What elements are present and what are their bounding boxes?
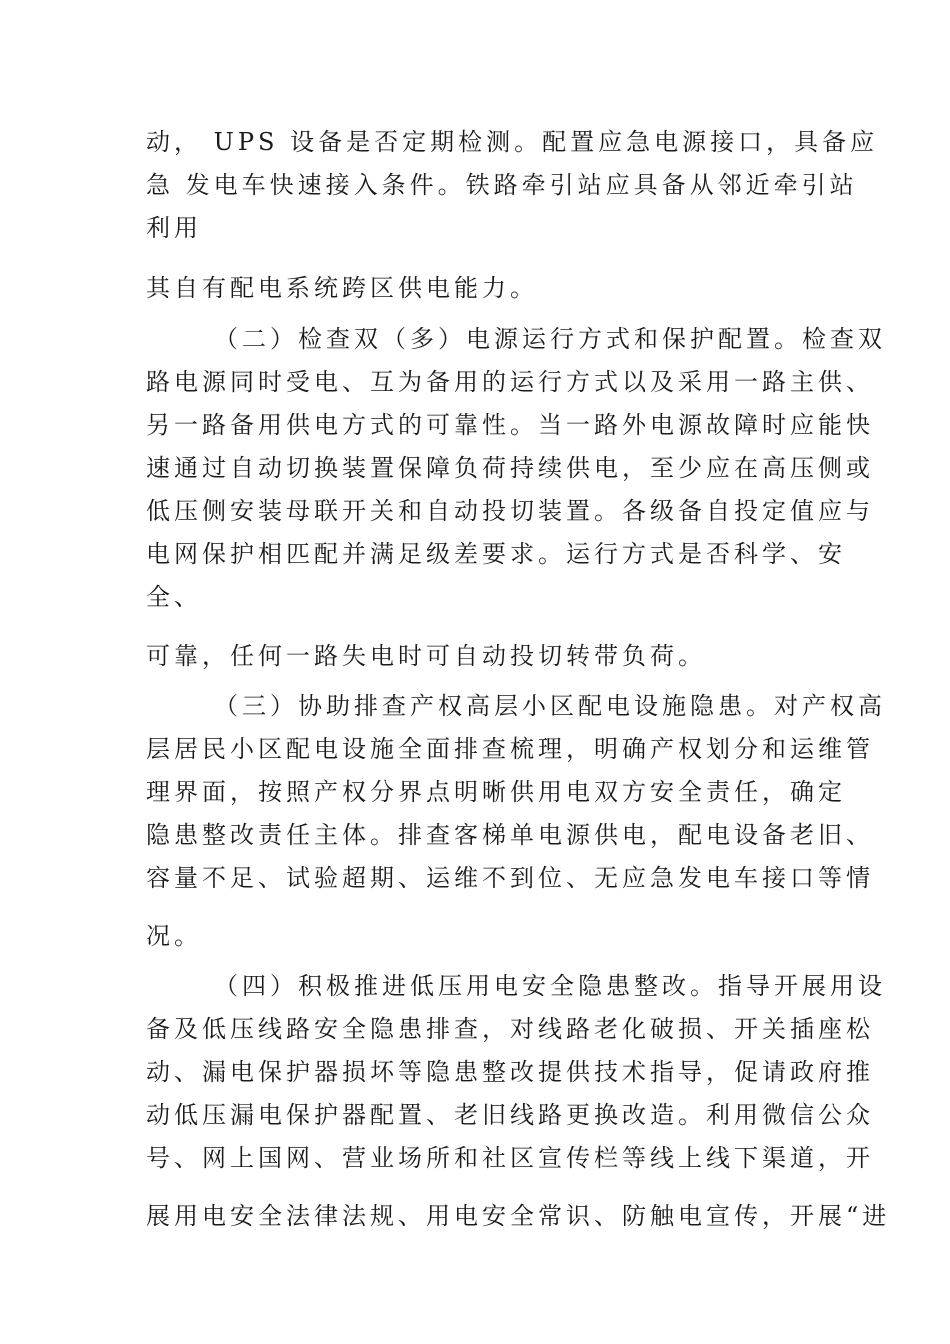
text-line-12: 可靠，任何一路失电时可自动投切转带负荷。 xyxy=(146,642,706,670)
text-line-3: 利用 xyxy=(146,214,202,242)
text-line-11: 全、 xyxy=(146,583,202,611)
text-line-21: 动、漏电保护器损坏等隐患整改提供技术指导，促请政府推 xyxy=(146,1058,874,1086)
text-line-17: 容量不足、试验超期、运维不到位、无应急发电车接口等情 xyxy=(146,864,874,892)
text-line-15: 理界面，按照产权分界点明晰供用电双方安全责任，确定 xyxy=(146,778,846,806)
text-line-4: 其自有配电系统跨区供电能力。 xyxy=(146,274,538,302)
text-line-13: （三）协助排查产权高层小区配电设施隐患。对产权高 xyxy=(214,692,886,720)
text-line-9: 低压侧安装母联开关和自动投切装置。各级备自投定值应与 xyxy=(146,497,874,525)
text-line-5: （二）检查双（多）电源运行方式和保护配置。检查双 xyxy=(214,325,886,353)
text-line-6: 路电源同时受电、互为备用的运行方式以及采用一路主供、 xyxy=(146,368,874,396)
text-line-22: 动低压漏电保护器配置、老旧线路更换改造。利用微信公众 xyxy=(146,1101,874,1129)
text-line-14: 层居民小区配电设施全面排查梳理，明确产权划分和运维管 xyxy=(146,735,874,763)
text-line-10: 电网保护相匹配并满足级差要求。运行方式是否科学、安 xyxy=(146,540,846,568)
text-line-1: 动， UPS 设备是否定期检测。配置应急电源接口，具备应 xyxy=(146,128,879,156)
text-line-23: 号、网上国网、营业场所和社区宣传栏等线上线下渠道，开 xyxy=(146,1144,874,1172)
text-line-8: 速通过自动切换装置保障负荷持续供电，至少应在高压侧或 xyxy=(146,454,874,482)
text-line-2: 急 发电车快速接入条件。铁路牵引站应具备从邻近牵引站 xyxy=(146,171,858,199)
text-line-16: 隐患整改责任主体。排查客梯单电源供电，配电设备老旧、 xyxy=(146,821,874,849)
text-line-20: 备及低压线路安全隐患排查，对线路老化破损、开关插座松 xyxy=(146,1015,874,1043)
text-line-18: 况。 xyxy=(146,922,202,950)
text-line-19: （四）积极推进低压用电安全隐患整改。指导开展用设 xyxy=(214,972,886,1000)
text-line-24: 展用电安全法律法规、用电安全常识、防触电宣传，开展“进 xyxy=(146,1202,891,1230)
text-line-7: 另一路备用供电方式的可靠性。当一路外电源故障时应能快 xyxy=(146,411,874,439)
